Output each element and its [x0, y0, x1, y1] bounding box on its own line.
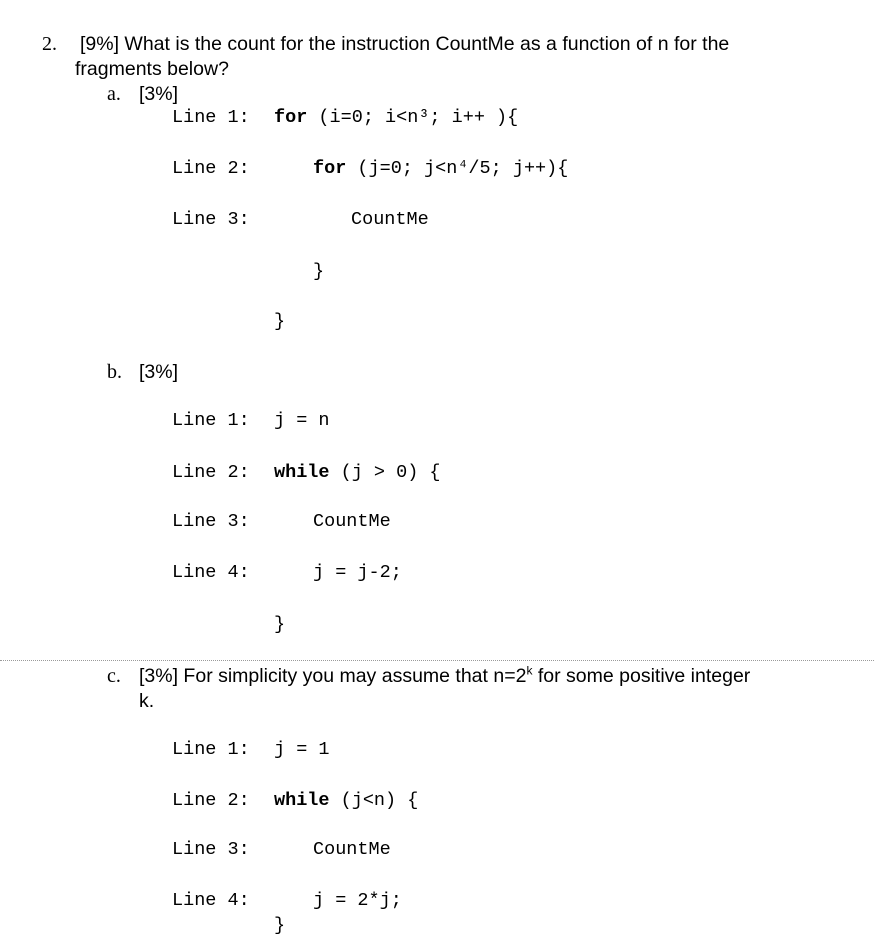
- part-b-line1-label: Line 1:: [172, 410, 250, 431]
- keyword-while: while: [274, 462, 330, 483]
- keyword-while: while: [274, 790, 330, 811]
- section-divider: [0, 660, 874, 661]
- part-c-line3-label: Line 3:: [172, 839, 250, 860]
- part-a-marker: a.: [107, 83, 121, 105]
- part-a-weight: [3%]: [139, 83, 179, 105]
- keyword-for: for: [313, 158, 347, 179]
- question-number: 2.: [42, 33, 57, 55]
- part-c-text-line1: [139, 664, 750, 688]
- question-text-line2: fragments below?: [75, 58, 229, 80]
- part-b-line3-label: Line 3:: [172, 511, 250, 532]
- part-a-line2-code: [313, 158, 568, 180]
- part-b-line2-rest: (j > 0) {: [329, 462, 441, 483]
- part-c-text-before: [3%] For simplicity you may assume that n=2: [139, 665, 527, 687]
- part-a-line1-label: Line 1:: [172, 107, 250, 128]
- part-a-line2-rest: (j=0; j<n⁴/5; j++){: [346, 158, 569, 179]
- part-a-line3-code: CountMe: [351, 209, 429, 230]
- part-b-line2-code: [274, 462, 441, 484]
- part-c-marker: c.: [107, 665, 121, 687]
- part-a-line1-code: [274, 107, 518, 129]
- part-c-superscript: k: [526, 663, 533, 678]
- part-c-text-line2: k.: [139, 690, 155, 712]
- part-c-line4-label: Line 4:: [172, 890, 250, 911]
- part-c-line3-code: CountMe: [313, 839, 391, 860]
- part-c-line2-label: Line 2:: [172, 790, 250, 811]
- part-b-line1-code: j = n: [274, 410, 330, 431]
- part-c-text-after: for some positive integer: [532, 665, 751, 687]
- part-b-weight: [3%]: [139, 361, 179, 383]
- part-b-marker: b.: [107, 361, 122, 383]
- part-c-line1-code: j = 1: [274, 739, 330, 760]
- part-b-close-brace: }: [274, 614, 286, 635]
- part-b-line3-code: CountMe: [313, 511, 391, 532]
- part-c-line2-code: [274, 790, 418, 812]
- keyword-for: for: [274, 107, 308, 128]
- part-a-outer-close-brace: }: [274, 311, 286, 332]
- part-c-line2-rest: (j<n) {: [329, 790, 419, 811]
- part-b-line4-label: Line 4:: [172, 562, 250, 583]
- part-a-line2-label: Line 2:: [172, 158, 250, 179]
- part-c-line1-label: Line 1:: [172, 739, 250, 760]
- part-b-line2-label: Line 2:: [172, 462, 250, 483]
- part-a-line1-rest: (i=0; i<n³; i++ ){: [307, 107, 519, 128]
- part-b-line4-code: j = j-2;: [313, 562, 402, 583]
- part-a-inner-close-brace: }: [313, 261, 325, 282]
- part-a-line3-label: Line 3:: [172, 209, 250, 230]
- part-c-close-brace: }: [274, 915, 286, 936]
- question-text-line1: [9%] What is the count for the instruction CountMe as a function of n for the: [80, 33, 730, 55]
- part-c-line4-code: j = 2*j;: [313, 890, 402, 911]
